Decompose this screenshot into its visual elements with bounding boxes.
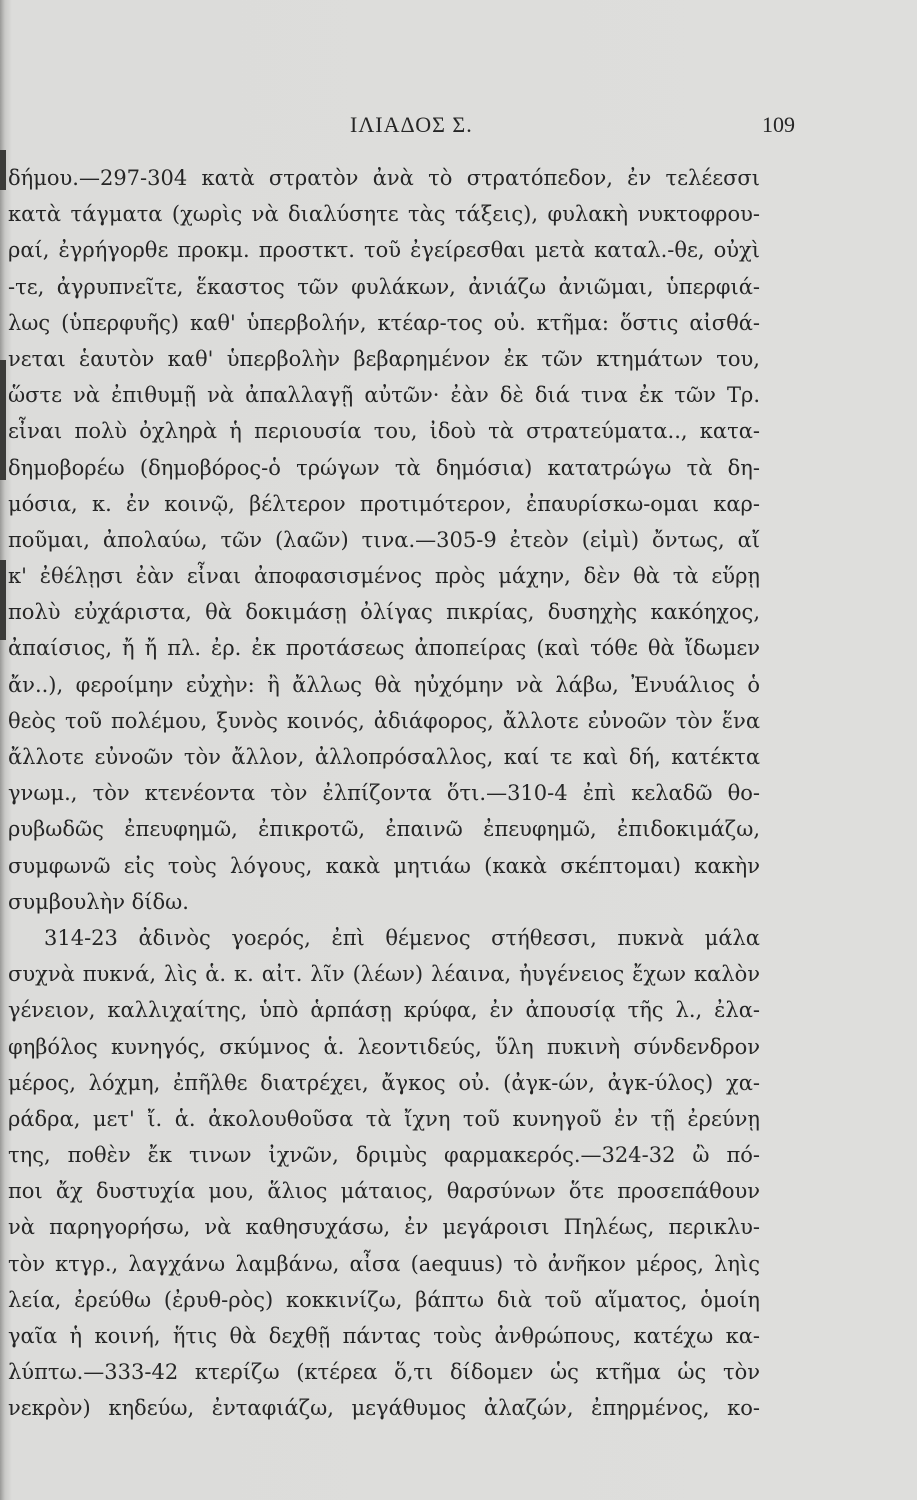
text-line: φηβόλος κυνηγός, σκύμνος ἁ. λεοντιδεύς, ὕλη πυκινὴ σύνδενδρον <box>8 1034 760 1059</box>
text-line: ἄλλοτε εὐνοῶν τὸν ἄλλον, ἀλλοπρόσαλλος, καί τε καὶ δή, κατέκτα <box>8 745 760 769</box>
text-line: λεία, ἐρεύθω (ἐρυθ-ρὸς) κοκκινίζω, βάπτω διὰ τοῦ αἵματος, ὁμοίη <box>8 1287 760 1312</box>
text-line: ἄν..), φεροίμην εὐχὴν: ἢ ἄλλως θὰ ηὐχόμην νὰ λάβω, Ἐνυάλιος ὁ <box>8 672 760 697</box>
text-line: ἀπαίσιος, ἤ ἤ πλ. ἐρ. ἐκ προτάσεως ἀποπείρας (καὶ τόθε θὰ ἴδωμεν <box>8 636 760 661</box>
text-line: -τε, ἀγρυπνεῖτε, ἕκαστος τῶν φυλάκων, ἀνιάζω ἀνιῶμαι, ὑπερφιά- <box>8 274 760 299</box>
text-line: μόσια, κ. ἐν κοινῷ, βέλτερον προτιμότερον, ἐπαυρίσκω-ομαι καρ- <box>8 491 760 516</box>
text-line: νεται ἑαυτὸν καθ' ὑπερβολὴν βεβαρημένον ἐκ τῶν κτημάτων του, <box>8 346 760 371</box>
text-line: δήμου.—297-304 κατὰ στρατὸν ἀνὰ τὸ στρατόπεδον, ἐν τελέεσσι <box>8 166 760 190</box>
text-line: συχνὰ πυκνά, λὶς ἁ. κ. αἰτ. λῖν (λέων) λέαινα, ἠυγένειος ἔχων καλὸν <box>8 962 760 987</box>
text-line: ὥστε νὰ ἐπιθυμῇ νὰ ἀπαλλαγῇ αὐτῶν· ἐὰν δὲ διά τινα ἐκ τῶν Τρ. <box>8 383 760 408</box>
page-header <box>0 112 917 144</box>
text-line: γένειον, καλλιχαίτης, ὑπὸ ἁρπάσῃ κρύφα, ἐν ἀπουσίᾳ τῆς λ., ἐλα- <box>8 998 760 1023</box>
text-line: τὸν κτγρ., λαγχάνω λαμβάνω, αἶσα (aequus) τὸ ἀνῆκον μέρος, ληὶς <box>8 1251 760 1276</box>
text-line: ποι ἄχ δυστυχία μου, ἅλιος μάταιος, θαρσύνων ὅτε προσεπάθουν <box>8 1179 760 1204</box>
text-line: κατὰ τάγματα (χωρὶς νὰ διαλύσητε τὰς τάξεις), φυλακὴ νυκτοφρου- <box>8 202 760 227</box>
text-line: κ' ἐθέλῃσι ἐὰν εἶναι ἀποφασισμένος πρὸς μάχην, δὲν θὰ τὰ εὕρῃ <box>8 564 760 589</box>
text-line: μέρος, λόχμη, ἐπῆλθε διατρέχει, ἄγκος οὐ. (ἀγκ-ών, ἀγκ-ύλος) χα- <box>8 1070 760 1095</box>
text-line: δημοβορέω (δημοβόρος-ὁ τρώγων τὰ δημόσια) κατατρώγω τὰ δη- <box>8 455 760 480</box>
page-number: 109 <box>762 112 795 137</box>
text-line: πολὺ εὐχάριστα, θὰ δοκιμάσῃ ὀλίγας πικρίας, δυσηχὴς κακόηχος, <box>8 600 760 625</box>
text-line: λως (ὑπερφυῆς) καθ' ὑπερβολήν, κτέαρ-τος οὐ. κτῆμα: ὅστις αἰσθά- <box>8 310 760 335</box>
text-line: συμφωνῶ εἰς τοὺς λόγους, κακὰ μητιάω (κακὰ σκέπτομαι) κακὴν <box>8 853 760 878</box>
text-line: νεκρὸν) κηδεύω, ἐνταφιάζω, μεγάθυμος ἀλαζών, ἐπηρμένος, κο- <box>8 1396 760 1421</box>
text-line: 314-23 ἀδινὸς γοερός, ἐπὶ θέμενος στήθεσσι, πυκνὰ μάλα <box>44 925 760 950</box>
text-line: ραί, ἐγρήγορθε προκμ. προστκτ. τοῦ ἐγείρεσθαι μετὰ καταλ.-θε, οὐχὶ <box>8 238 760 263</box>
text-line: νὰ παρηγορήσω, νὰ καθησυχάσω, ἐν μεγάροισι Πηλέως, περικλυ- <box>8 1215 760 1240</box>
commentary-text <box>0 160 768 1427</box>
text-line: ποῦμαι, ἀπολαύω, τῶν (λαῶν) τινα.—305-9 ἐτεὸν (εἰμὶ) ὄντως, αἴ <box>8 527 760 552</box>
text-line: γαῖα ἡ κοινή, ἥτις θὰ δεχθῇ πάντας τοὺς ἀνθρώπους, κατέχω κα- <box>8 1324 760 1348</box>
text-line: ράδρα, μετ' ἴ. ἁ. ἀκολουθοῦσα τὰ ἴχνη τοῦ κυνηγοῦ ἐν τῇ ἐρεύνῃ <box>8 1106 760 1131</box>
running-title: ΙΛΙΑΔΟΣ Σ. <box>350 112 473 137</box>
text-line: γνωμ., τὸν κτενέοντα τὸν ἐλπίζοντα ὅτι.—310-4 ἐπὶ κελαδῶ θο- <box>8 781 760 806</box>
text-line: συμβουλὴν δίδω. <box>8 889 189 914</box>
text-line: της, ποθὲν ἔκ τινων ἰχνῶν, δριμὺς φαρμακερός.—324-32 ὢ πό- <box>8 1143 760 1168</box>
text-line: εἶναι πολὺ ὀχληρὰ ἡ περιουσία του, ἰδοὺ τὰ στρατεύματα.., κατα- <box>8 419 760 444</box>
text-line: ρυβωδῶς ἐπευφημῶ, ἐπικροτῶ, ἐπαινῶ ἐπευφημῶ, ἐπιδοκιμάζω, <box>8 817 760 842</box>
text-line: λύπτω.—333-42 κτερίζω (κτέρεα ὅ,τι δίδομεν ὡς κτῆμα ὡς τὸν <box>8 1360 760 1385</box>
text-line: θεὸς τοῦ πολέμου, ξυνὸς κοινός, ἀδιάφορος, ἄλλοτε εὐνοῶν τὸν ἕνα <box>8 708 760 733</box>
